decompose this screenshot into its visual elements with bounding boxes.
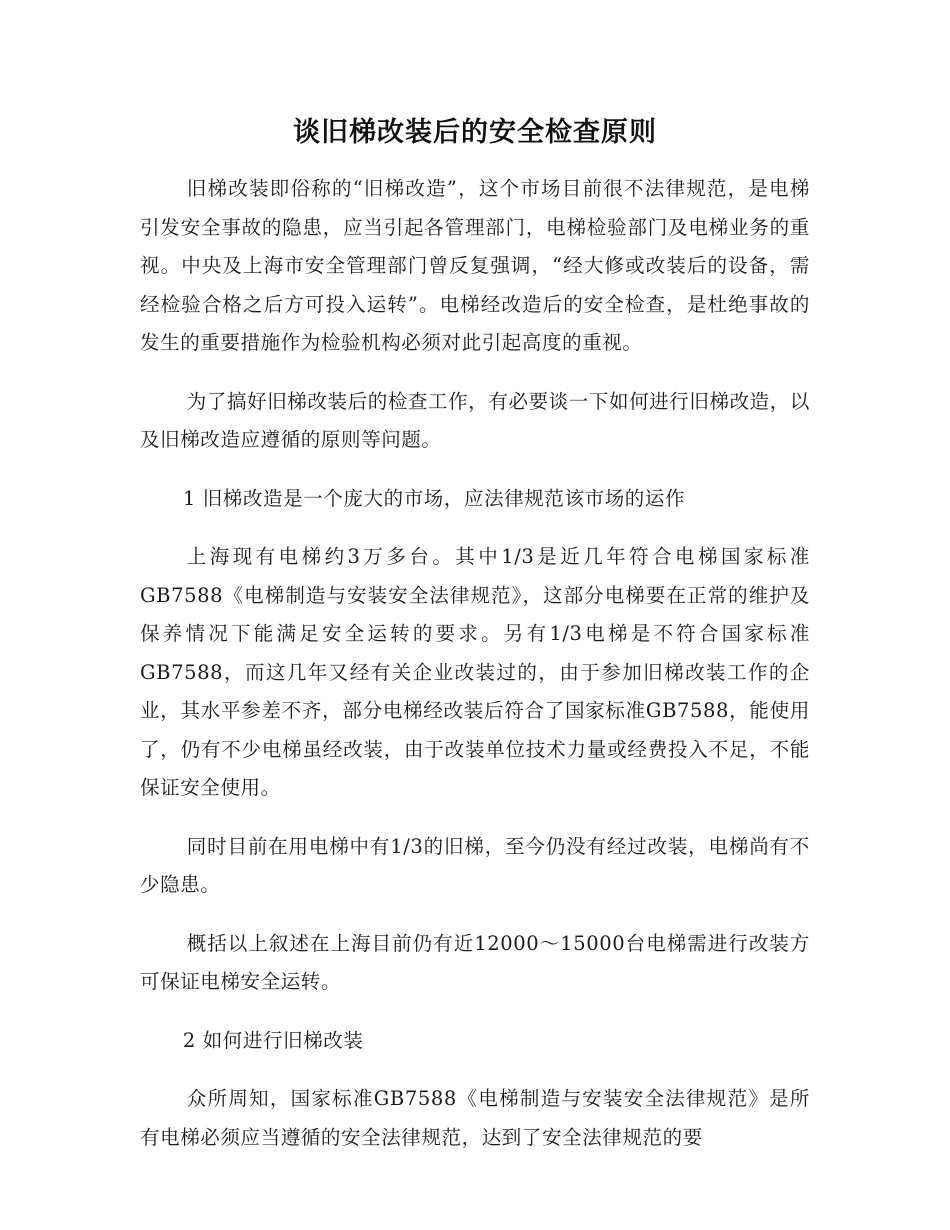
paragraph-intro: 旧梯改装即俗称的“旧梯改造”，这个市场目前很不法律规范，是电梯引发安全事故的隐患，应当引起各管理部门，电梯检验部门及电梯业务的重视。中央及上海市安全管理部门曾反复强调，“经大修或改装后的设备，需经检验合格之后方可投入运转”。电梯经改造后的安全检查，是杜绝事故的发生的重要措施作为检验机构必须对此引起高度的重视。 xyxy=(140,177,810,354)
section-heading-1: 1 旧梯改造是一个庞大的市场，应法律规范该市场的运作 xyxy=(182,486,686,510)
paragraph-summary: 概括以上叙述在上海目前仍有近12000～15000台电梯需进行改装方可保证电梯安全运转。 xyxy=(140,931,810,993)
document-title: 谈旧梯改装后的安全检查原则 xyxy=(293,117,657,148)
paragraph-unmodified-elevators: 同时目前在用电梯中有1/3的旧梯，至今仍没有经过改装，电梯尚有不少隐患。 xyxy=(140,834,810,896)
paragraph-shanghai-elevators: 上海现有电梯约3万多台。其中1/3是近几年符合电梯国家标准GB7588《电梯制造与安装安全法律规范》，这部分电梯要在正常的维护及保养情况下能满足安全运转的要求。另有1/3电梯是不符合国家标准GB7588，而这几年又经有关企业改装过的，由于参加旧梯改装工作的企业，其水平参差不齐，部分电梯经改装后符合了国家标准GB7588，能使用了，仍有不少电梯虽经改装，由于改装单位技术力量或经费投入不足，不能保证安全使用。 xyxy=(140,545,810,799)
document-body xyxy=(140,108,810,1177)
section-heading-2: 2 如何进行旧梯改装 xyxy=(182,1028,364,1052)
paragraph-purpose: 为了搞好旧梯改装后的检查工作，有必要谈一下如何进行旧梯改造，以及旧梯改造应遵循的原则等问题。 xyxy=(140,389,810,451)
paragraph-national-standard: 众所周知，国家标准GB7588《电梯制造与安装安全法律规范》是所有电梯必须应当遵循的安全法律规范，达到了安全法律规范的要 xyxy=(140,1087,810,1149)
